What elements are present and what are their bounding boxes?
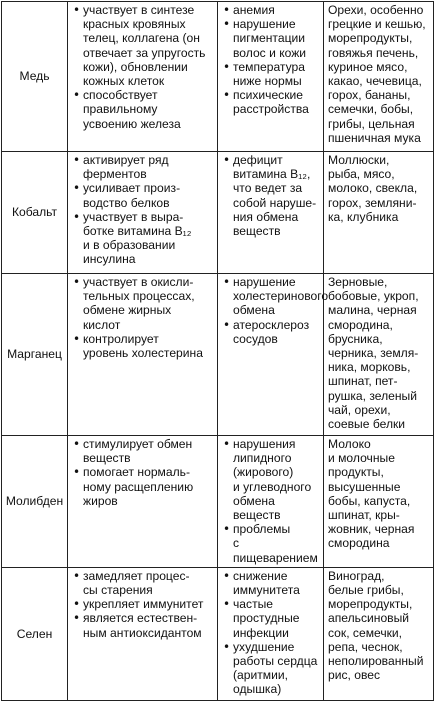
function-item: • укрепляет иммунитет <box>72 597 215 611</box>
element-name-cell: Молибден <box>2 436 68 568</box>
element-name-cell: Медь <box>2 2 68 152</box>
function-item: • замедляет процес- сы старения <box>72 569 215 597</box>
functions-list <box>72 275 215 360</box>
deficiency-item: • снижение иммунитета <box>222 569 321 597</box>
element-name-cell: Марганец <box>2 274 68 436</box>
deficiency-item: • ухудшение работы сердца (аритмии, одышка) <box>222 640 321 697</box>
deficiency-item: • нарушения липидного (жирового) и углеводного обмена веществ <box>222 437 321 522</box>
table-row <box>2 152 434 274</box>
deficiency-item: • атеросклероз сосудов <box>222 318 321 346</box>
sources-cell: Молоко и молочные продукты, высушенные бобы, капуста, шпинат, кры- жовник, черная смородина <box>324 436 434 568</box>
micronutrient-table <box>1 1 434 701</box>
functions-list <box>72 3 215 131</box>
deficiency-cell <box>218 274 329 436</box>
function-item: • усиливает произ- водство белков <box>72 181 215 209</box>
function-item: • стимулирует обмен веществ <box>72 437 215 465</box>
deficiency-list <box>222 3 321 117</box>
table-row <box>2 274 434 436</box>
function-item: • активирует ряд ферментов <box>72 153 215 181</box>
table-row <box>2 567 434 700</box>
deficiency-item: • нарушение пигментации волос и кожи <box>222 17 321 60</box>
functions-cell <box>68 2 218 152</box>
sources-cell: Орехи, особенно грецкие и кешью, морепродукты, говяжья печень, куриное мясо, какао, чечевица, горох, бананы, семечки, бобы, грибы, цельная пшеничная мука <box>324 2 434 152</box>
function-item: • участвует в окисли- тельных процессах, обмене жирных кислот <box>72 275 215 332</box>
deficiency-cell <box>218 567 324 700</box>
deficiency-item: • психические расстройства <box>222 88 321 116</box>
sources-cell: Зерновые, бобовые, укроп, малина, черная смородина, брусника, черника, земля- ника, морковь, шпинат, пет- рушка, зеленый чай, орехи, соевые белки <box>324 274 434 436</box>
functions-list <box>72 153 215 267</box>
element-name-cell: Селен <box>2 567 68 700</box>
function-item: • участвует в выра- ботке витамина B₁₂ и в образовании инсулина <box>72 210 215 267</box>
table-row <box>2 436 434 568</box>
function-item: • является естествен- ным антиоксидантом <box>72 611 215 639</box>
deficiency-cell <box>218 436 324 568</box>
deficiency-item: • температура ниже нормы <box>222 60 321 88</box>
deficiency-item: • анемия <box>222 3 321 17</box>
functions-cell <box>68 274 218 436</box>
sources-cell: Моллюски, рыба, мясо, молоко, свекла, горох, земляни- ка, клубника <box>324 152 434 274</box>
functions-cell <box>68 436 218 568</box>
function-item: • помогает нормаль- ному расщеплению жиров <box>72 465 215 508</box>
function-item: • контролирует уровень холестерина <box>72 332 215 360</box>
element-name-cell: Кобальт <box>2 152 68 274</box>
deficiency-list <box>222 569 321 697</box>
deficiency-item: • нарушение холестеринового обмена <box>222 275 321 318</box>
table-body <box>2 2 434 701</box>
functions-cell <box>68 567 218 700</box>
table-row <box>2 2 434 152</box>
functions-list <box>72 437 215 508</box>
function-item: • способствует правильному усвоению железа <box>72 88 215 131</box>
deficiency-item: • проблемы с пищеварением <box>222 522 321 565</box>
sources-cell: Виноград, белые грибы, морепродукты, апельсиновый сок, семечки, репа, чеснок, неполированный рис, овес <box>324 567 434 700</box>
deficiency-item: • частые простудные инфекции <box>222 597 321 640</box>
deficiency-cell <box>218 152 324 274</box>
functions-list <box>72 569 215 640</box>
deficiency-cell <box>218 2 324 152</box>
deficiency-list <box>222 153 321 238</box>
deficiency-item: • дефицит витамина B₁₂, что ведет за собой наруше- ния обмена веществ <box>222 153 321 238</box>
deficiency-list <box>222 437 321 565</box>
function-item: • участвует в синтезе красных кровяных телец, коллагена (он отвечает за упругость кожи), обновлении кожных клеток <box>72 3 215 88</box>
deficiency-list <box>222 275 329 346</box>
functions-cell <box>68 152 218 274</box>
